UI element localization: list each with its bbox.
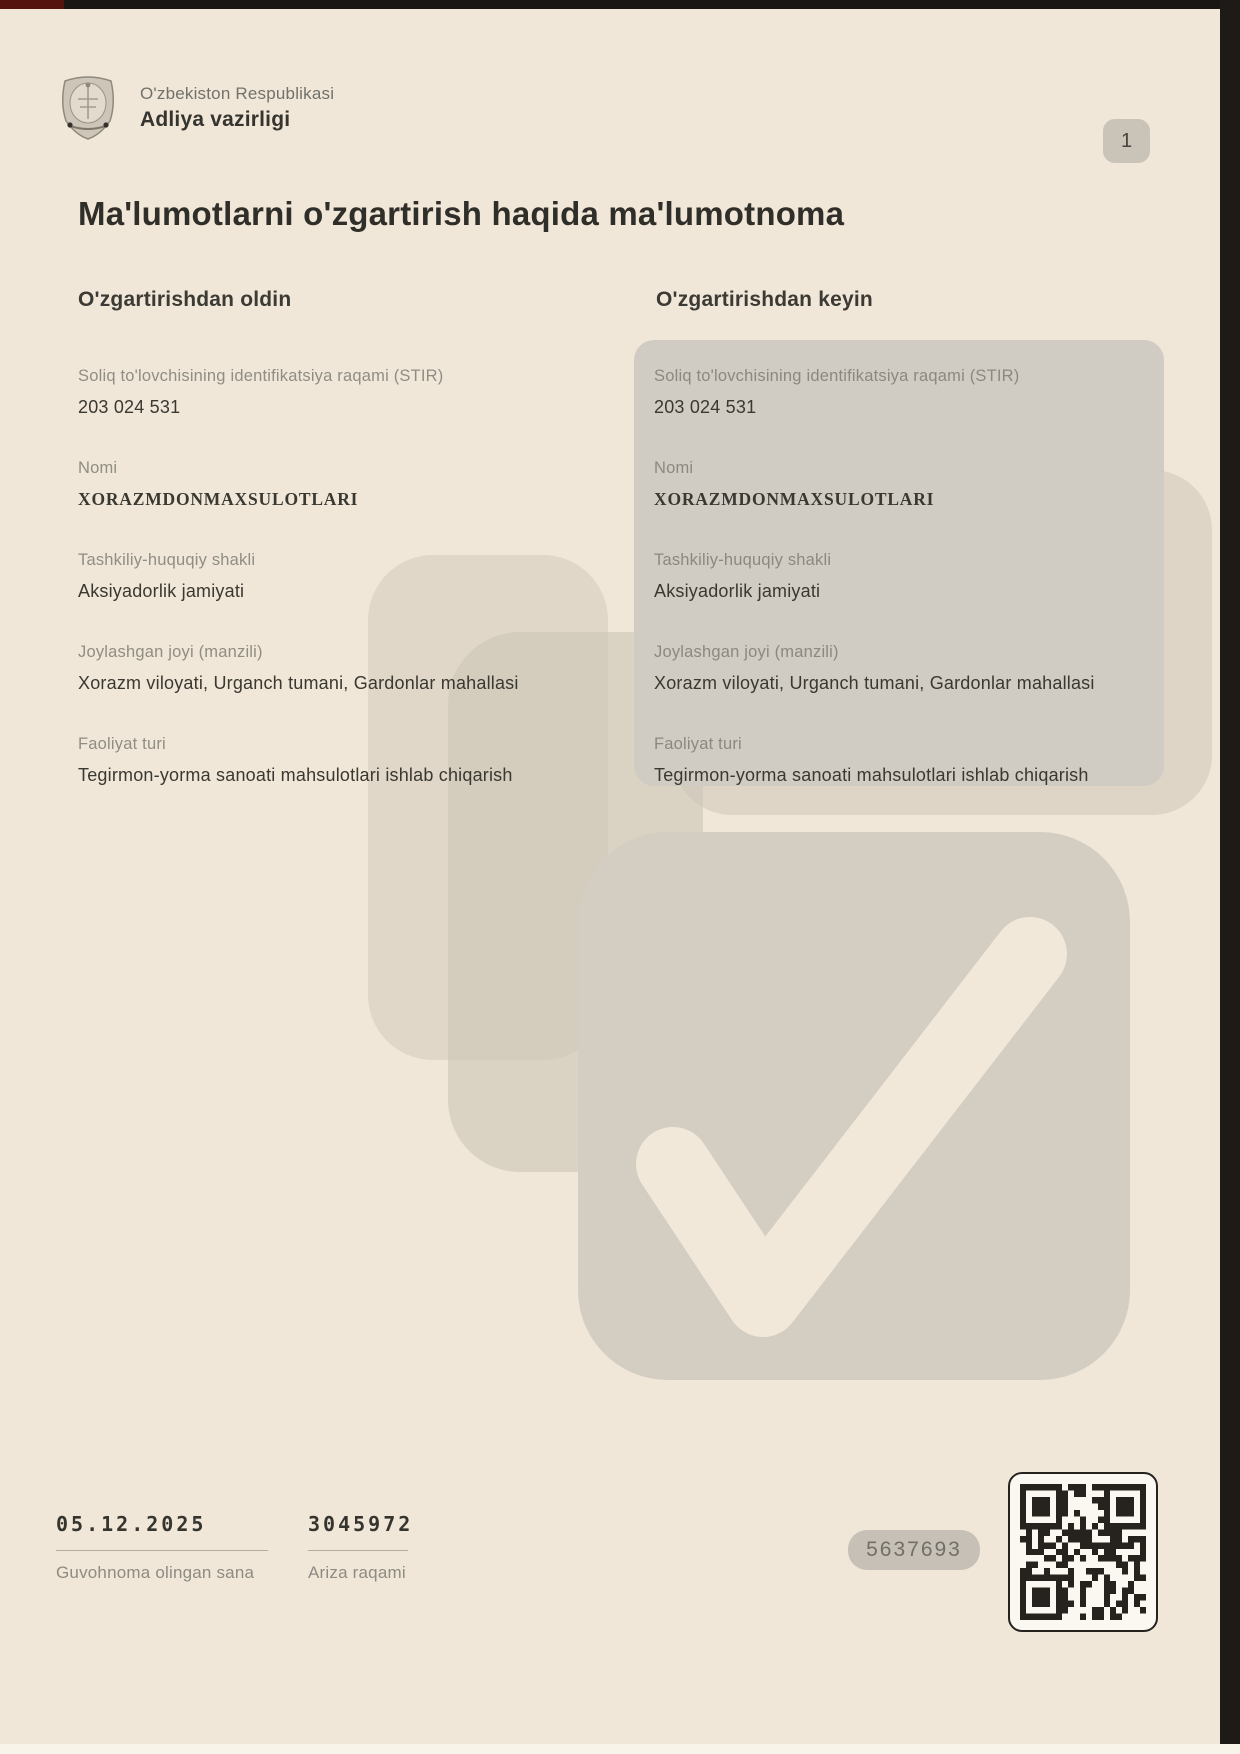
field-value: 203 024 531 [654, 397, 757, 417]
certificate-date-label: Guvohnoma olingan sana [56, 1563, 255, 1582]
application-number-label: Ariza raqami [308, 1563, 406, 1582]
field-label: Tashkiliy-huquqiy shakli [78, 551, 256, 569]
field-value: Aksiyadorlik jamiyati [654, 581, 821, 601]
divider [308, 1550, 408, 1551]
field-label: Soliq to'lovchisining identifikatsiya raqami (STIR) [78, 367, 444, 385]
page-title: Ma'lumotlarni o'zgartirish haqida ma'lumotnoma [78, 195, 845, 232]
scan-edge-right [1220, 0, 1240, 1754]
field-label: Nomi [78, 459, 118, 477]
qr-modules [1020, 1484, 1146, 1620]
reference-number-badge: 5637693 [848, 1530, 980, 1570]
certificate-date [56, 1512, 268, 1583]
header-ministry: Adliya vazirligi [140, 108, 291, 131]
field-name [78, 458, 585, 510]
certificate-date-value: 05.12.2025 [56, 1512, 207, 1536]
field-value: Aksiyadorlik jamiyati [78, 581, 245, 601]
page-number-badge: 1 [1103, 119, 1150, 163]
field-activity [78, 734, 585, 786]
application-number-value: 3045972 [308, 1512, 414, 1536]
field-label: Joylashgan joyi (manzili) [78, 643, 263, 661]
field-value: Tegirmon-yorma sanoati mahsulotlari ishlab chiqarish [78, 765, 513, 785]
field-value: XORAZMDONMAXSULOTLARI [654, 489, 935, 509]
field-label: Soliq to'lovchisining identifikatsiya raqami (STIR) [654, 367, 1020, 385]
field-legal-form [78, 550, 585, 602]
header-country: O'zbekiston Respublikasi [140, 84, 335, 103]
field-legal-form [654, 550, 1146, 602]
field-name [654, 458, 1146, 510]
uzbekistan-state-emblem-icon [60, 72, 116, 142]
field-label: Joylashgan joyi (manzili) [654, 643, 839, 661]
field-label: Tashkiliy-huquqiy shakli [654, 551, 832, 569]
field-value: Xorazm viloyati, Urganch tumani, Gardonlar mahallasi [78, 673, 519, 693]
checkmark-watermark-icon [578, 832, 1130, 1380]
field-value: XORAZMDONMAXSULOTLARI [78, 489, 359, 509]
before-column [58, 340, 603, 826]
divider [56, 1550, 268, 1551]
field-label: Faoliyat turi [78, 735, 166, 753]
field-activity [654, 734, 1146, 786]
field-label: Faoliyat turi [654, 735, 742, 753]
field-stir [654, 366, 1146, 418]
column-heading-before: O'zgartirishdan oldin [78, 288, 292, 311]
field-label: Nomi [654, 459, 694, 477]
column-heading-after: O'zgartirishdan keyin [656, 288, 873, 311]
field-value: Tegirmon-yorma sanoati mahsulotlari ishlab chiqarish [654, 765, 1089, 785]
scan-edge-bottom [0, 1744, 1240, 1754]
field-value: 203 024 531 [78, 397, 181, 417]
field-value: Xorazm viloyati, Urganch tumani, Gardonlar mahallasi [654, 673, 1095, 693]
after-column-panel [634, 340, 1164, 786]
field-address [654, 642, 1146, 694]
application-number [308, 1512, 414, 1583]
qr-code [1008, 1472, 1158, 1632]
scan-edge-top-red [0, 0, 64, 9]
field-address [78, 642, 585, 694]
field-stir [78, 366, 585, 418]
scan-edge-top [0, 0, 1240, 9]
